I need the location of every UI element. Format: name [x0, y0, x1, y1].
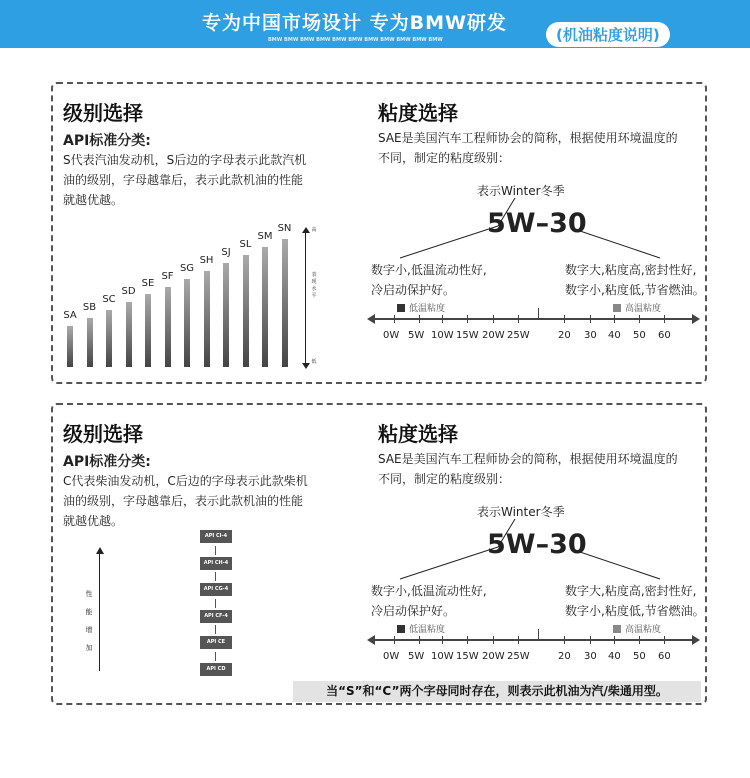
scale-mid-label: 表 现 水 平: [311, 272, 317, 299]
scale-tick: [614, 636, 615, 644]
left-note-2: 数字小,低温流动性好, 冷启动保护好。: [371, 584, 487, 618]
scale-tick: [590, 315, 591, 323]
api-heading-2: API标准分类:: [63, 454, 151, 470]
low-tick-label: 20W: [482, 330, 505, 341]
grade-bar: [204, 271, 210, 367]
low-tick-label: 25W: [507, 651, 530, 662]
high-tick-label: 30: [584, 651, 597, 662]
left-note-1: 数字小,低温流动性好, 冷启动保护好。: [371, 263, 487, 297]
scale-tick: [518, 636, 519, 644]
scale-tick: [664, 636, 665, 644]
api-desc-2: C代表柴油发动机，C后边的字母表示此款柴机 油的级别，字母越靠后，表示此款机油的性能 就越优越。: [63, 474, 308, 528]
high-tick-label: 20: [558, 330, 571, 341]
winter-label-2: 表示Winter冬季: [477, 505, 565, 519]
low-tick-label: 0W: [383, 651, 400, 662]
grade-bar: [145, 294, 151, 367]
perf-label: 性 能 增 加: [85, 590, 93, 652]
top-banner: [0, 0, 750, 48]
grade-bar: [282, 239, 288, 367]
scale-tick: [564, 315, 565, 323]
high-tick-label: 30: [584, 330, 597, 341]
low-tick-label: 15W: [456, 651, 479, 662]
grade-label: SC: [102, 294, 116, 306]
high-tick-label: 60: [658, 651, 671, 662]
right-note-1: 数字大,粘度高,密封性好, 数字小,粘度低,节省燃油。: [565, 263, 705, 297]
diesel-grade-box: API CG-4: [200, 583, 232, 596]
scale-tick: [518, 315, 519, 323]
scale-top-label: 高: [311, 227, 317, 233]
scale-line: [305, 232, 306, 367]
grade-heading-1: 级别选择: [63, 101, 143, 125]
scale-divider: [538, 629, 539, 641]
winter-label-1: 表示Winter冬季: [477, 184, 565, 198]
high-legend-2: 高温粘度: [625, 625, 662, 635]
low-legend-swatch-2: [397, 625, 405, 633]
viscosity-heading-2: 粘度选择: [378, 422, 458, 446]
footer-note: 当“S”和“C”两个字母同时存在，则表示此机油为汽/柴通用型。: [293, 681, 701, 702]
high-tick-label: 40: [608, 651, 621, 662]
pointer-lines-1: [370, 196, 700, 266]
grade-label: SA: [63, 310, 77, 321]
diesel-up-arrow: [215, 546, 216, 555]
scale-right-arrow: [692, 635, 700, 645]
scale-tick: [442, 315, 443, 323]
grade-label: SL: [239, 238, 252, 250]
viscosity-code-2: 5W–30: [487, 529, 587, 560]
grade-bar: [67, 326, 73, 367]
viscosity-heading-1: 粘度选择: [378, 101, 458, 125]
viscosity-desc-1: SAE是美国汽车工程师协会的简称，根据使用环境温度的 不同，制定的粘度级别：: [378, 131, 678, 165]
scale-left-arrow: [367, 635, 375, 645]
scale-axis: [374, 318, 692, 320]
scale-tick: [442, 636, 443, 644]
scale-tick: [394, 315, 395, 323]
viscosity-desc-2: SAE是美国汽车工程师协会的简称，根据使用环境温度的 不同，制定的粘度级别：: [378, 452, 678, 486]
viscosity-code-1: 5W–30: [487, 208, 587, 239]
low-tick-label: 5W: [408, 651, 425, 662]
scale-tick: [467, 636, 468, 644]
perf-arrow-line: [99, 553, 100, 671]
high-legend-swatch-2: [613, 625, 621, 633]
high-legend-1: 高温粘度: [625, 304, 662, 314]
banner-tag: (机油粘度说明): [546, 22, 670, 47]
high-tick-label: 50: [633, 651, 646, 662]
right-note-2: 数字大,粘度高,密封性好, 数字小,粘度低,节省燃油。: [565, 584, 705, 618]
grade-bar: [223, 263, 229, 367]
grade-bar: [184, 279, 190, 367]
scale-tick: [639, 636, 640, 644]
diesel-grade-box: API CF-4: [200, 610, 232, 623]
grade-label: SB: [82, 302, 97, 314]
scale-tick: [419, 315, 420, 323]
grade-label: SG: [179, 262, 195, 274]
banner-title: 专为中国市场设计 专为BMW研发: [202, 12, 507, 34]
grade-bar: [165, 287, 171, 368]
scale-tick: [639, 315, 640, 323]
grade-bar: [243, 255, 249, 367]
high-tick-label: 40: [608, 330, 621, 341]
grade-label: SM: [257, 231, 273, 242]
diesel-up-arrow: [215, 572, 216, 581]
grade-label: SD: [121, 286, 136, 298]
scale-tick: [493, 636, 494, 644]
low-tick-label: 20W: [482, 651, 505, 662]
grade-heading-2: 级别选择: [63, 422, 143, 446]
diesel-grade-box: API CH-4: [200, 557, 232, 570]
scale-bottom-label: 低: [311, 359, 317, 365]
low-tick-label: 15W: [456, 330, 479, 341]
scale-tick: [467, 315, 468, 323]
perf-arrow-head: [96, 547, 104, 554]
low-tick-label: 25W: [507, 330, 530, 341]
low-tick-label: 10W: [431, 330, 454, 341]
scale-right-arrow: [692, 314, 700, 324]
scale-tick: [590, 636, 591, 644]
scale-tick: [419, 636, 420, 644]
scale-tick: [493, 315, 494, 323]
scale-tick: [614, 315, 615, 323]
grade-label: SH: [199, 254, 214, 266]
diesel-grade-box: API CE: [200, 636, 232, 649]
scale-tick: [564, 636, 565, 644]
scale-left-arrow: [367, 314, 375, 324]
high-tick-label: 60: [658, 330, 671, 341]
scale-tick: [394, 636, 395, 644]
grade-label: SE: [141, 278, 155, 290]
scale-divider: [538, 308, 539, 320]
diesel-up-arrow: [215, 625, 216, 634]
grade-label: SF: [161, 270, 174, 282]
low-tick-label: 10W: [431, 651, 454, 662]
low-legend-swatch-1: [397, 304, 405, 312]
low-legend-1: 低温粘度: [409, 304, 446, 314]
grade-bar: [126, 302, 132, 367]
scale-tick: [664, 315, 665, 323]
high-tick-label: 50: [633, 330, 646, 341]
grade-bar: [106, 310, 112, 367]
low-tick-label: 5W: [408, 330, 425, 341]
diesel-grade-box: API CI-4: [200, 530, 232, 543]
grade-label: SN: [277, 223, 292, 235]
high-tick-label: 20: [558, 651, 571, 662]
pointer-lines-2: [370, 517, 700, 587]
diesel-up-arrow: [215, 652, 216, 661]
bmw-strip: BMW BMW BMW BMW BMW BMW BMW BMW BMW BMW BMW: [268, 37, 443, 43]
grade-bar: [87, 318, 93, 367]
api-heading-1: API标准分类:: [63, 133, 151, 149]
grade-bar: [262, 247, 268, 367]
low-tick-label: 0W: [383, 330, 400, 341]
grade-label: SJ: [221, 246, 231, 258]
scale-axis: [374, 639, 692, 641]
low-legend-2: 低温粘度: [409, 625, 446, 635]
diesel-grade-box: API CD: [200, 663, 232, 676]
api-desc-1: S代表汽油发动机，S后边的字母表示此款汽机 油的级别，字母越靠后，表示此款机油的性能 就越优越。: [63, 153, 307, 207]
high-legend-swatch-1: [613, 304, 621, 312]
diesel-up-arrow: [215, 599, 216, 608]
